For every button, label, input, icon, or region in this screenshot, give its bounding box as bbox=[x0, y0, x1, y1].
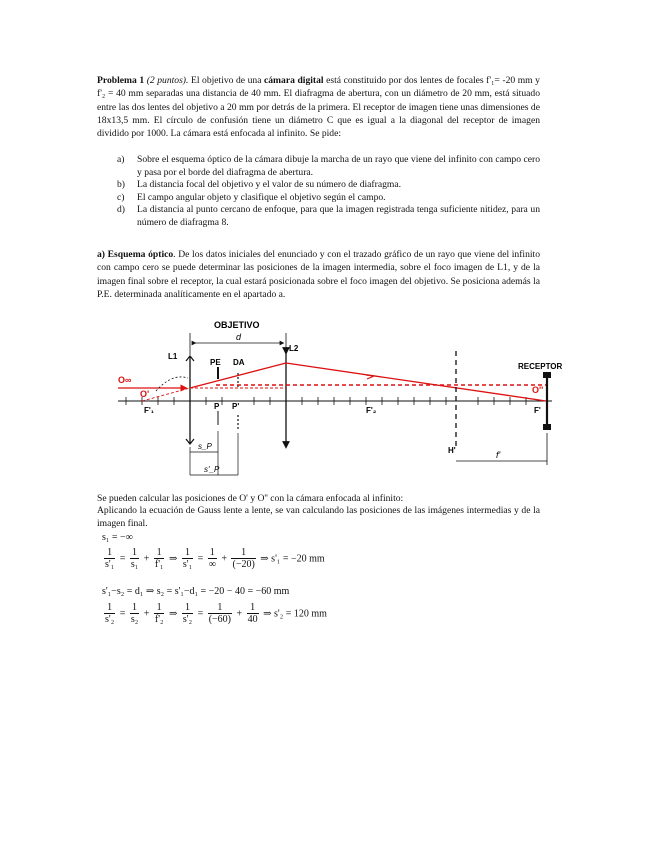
ray-segment-2 bbox=[286, 363, 546, 401]
sp-prime-label: s'_P bbox=[204, 465, 220, 474]
f1-label: F'₁ bbox=[144, 406, 155, 415]
pe-label: PE bbox=[210, 358, 221, 367]
problem-heading: Problema 1 bbox=[97, 75, 145, 86]
virtual-ray bbox=[142, 388, 190, 401]
objetivo-label: OBJETIVO bbox=[214, 320, 260, 330]
optical-diagram bbox=[96, 315, 566, 485]
f2-label: F'₂ bbox=[366, 406, 377, 415]
o-dprime-label: O'' bbox=[532, 385, 544, 395]
problem-intro-b: está constituido por dos lentes de focales f'₁= -20 mm y f'₂ = 40 mm separadas una distancia de 40 mm. El diafragma de abertura, con un diámetro de 20 mm, está situado entre las dos lentes del objetivo a 20 mm por detrás de la primera. El receptor de imagen tiene unas dimensiones de 18x13,5 mm. El círculo de confusión tiene un diámetro C que es igual a la diagonal del receptor de imagen dividido por 1000. La cámara está enfocada al infinito. Se pide: bbox=[97, 75, 540, 140]
f-prime-dim-label: f' bbox=[496, 450, 501, 460]
p-prime-label: P' bbox=[232, 402, 240, 411]
question-item: a) Sobre el esquema óptico de la cámara dibuje la marcha de un rayo que viene del infinito con campo cero y pasa por el borde del diafragma de abertura. bbox=[117, 154, 540, 178]
l1-label: L1 bbox=[168, 352, 178, 361]
problem-statement bbox=[97, 74, 540, 140]
p-label: P bbox=[214, 402, 220, 411]
h-prime-label: H' bbox=[448, 446, 456, 455]
sp-label: s_P bbox=[198, 442, 212, 451]
o-infinity-label: O∞ bbox=[118, 375, 132, 385]
da-label: DA bbox=[233, 358, 245, 367]
equation-s1: s₁ = −∞ bbox=[102, 532, 133, 543]
answer-heading: a) Esquema óptico bbox=[97, 249, 174, 260]
l2-label: L2 bbox=[289, 344, 299, 353]
question-item: d) La distancia al punto cercano de enfoque, para que la imagen registrada tenga suficiente nitidez, para un número de diafragma 8. bbox=[117, 204, 540, 228]
o-prime-label: O' bbox=[140, 389, 150, 399]
calc-description: Aplicando la ecuación de Gauss lente a lente, se van calculando las posiciones de las imágenes intermedias y de la imagen final. bbox=[97, 505, 540, 529]
question-list bbox=[117, 154, 540, 230]
d-label: d bbox=[236, 332, 242, 342]
receptor-label: RECEPTOR bbox=[518, 362, 563, 371]
answer-text: . De los datos iniciales del enunciado y con el trazado gráfico de un rayo que viene del infinito con campo cero se puede determinar las posiciones de la imagen intermedia, sobre el foco imagen de L1, y de la imagen final sobre el receptor, la cual estará posicionada sobre el foco imagen del objetivo. Se posiciona además la P.E. determinada analíticamente en el apartado a. bbox=[97, 249, 541, 300]
problem-intro-a: El objetivo de una bbox=[190, 75, 262, 86]
camera-term: cámara digital bbox=[264, 75, 324, 86]
f-prime-label: F' bbox=[534, 406, 541, 415]
equation-gauss-1: $\frac{1}{\text{s'₁}}$ = $\frac{1}{\text{s₁}}$ + $\frac{1}{\text{f'₁}}$ ⇒ $\frac{1}{\text{s'₁}}$ = $\frac{1}{\infty}$ + $\frac{1}{(-20)}$ ⇒ s'₁ = −20 mm bbox=[105, 547, 325, 570]
equation-gauss-2: $\frac{1}{\text{s'₂}}$ = $\frac{1}{\text{s₂}}$ + $\frac{1}{\text{f'₂}}$ ⇒ $\frac{1}{\text{s'₂}}$ = $\frac{1}{(-60)}$ + $\frac{1}{40}$ ⇒ s'₂ = 120 mm bbox=[105, 602, 327, 625]
question-item: c) El campo angular objeto y clasifique el objetivo según el campo. bbox=[117, 191, 386, 203]
calc-intro: Se pueden calcular las posiciones de O' y O'' con la cámara enfocada al infinito: bbox=[97, 493, 404, 504]
problem-points: (2 puntos). bbox=[146, 75, 189, 86]
equation-distance: s'₁−s₂ = d₁ ⇒ s₂ = s'₁−d₁ = −20 − 40 = −60 mm bbox=[102, 586, 290, 597]
question-item: b) La distancia focal del objetivo y el valor de su número de diafragma. bbox=[117, 179, 401, 191]
answer-a bbox=[97, 248, 540, 301]
